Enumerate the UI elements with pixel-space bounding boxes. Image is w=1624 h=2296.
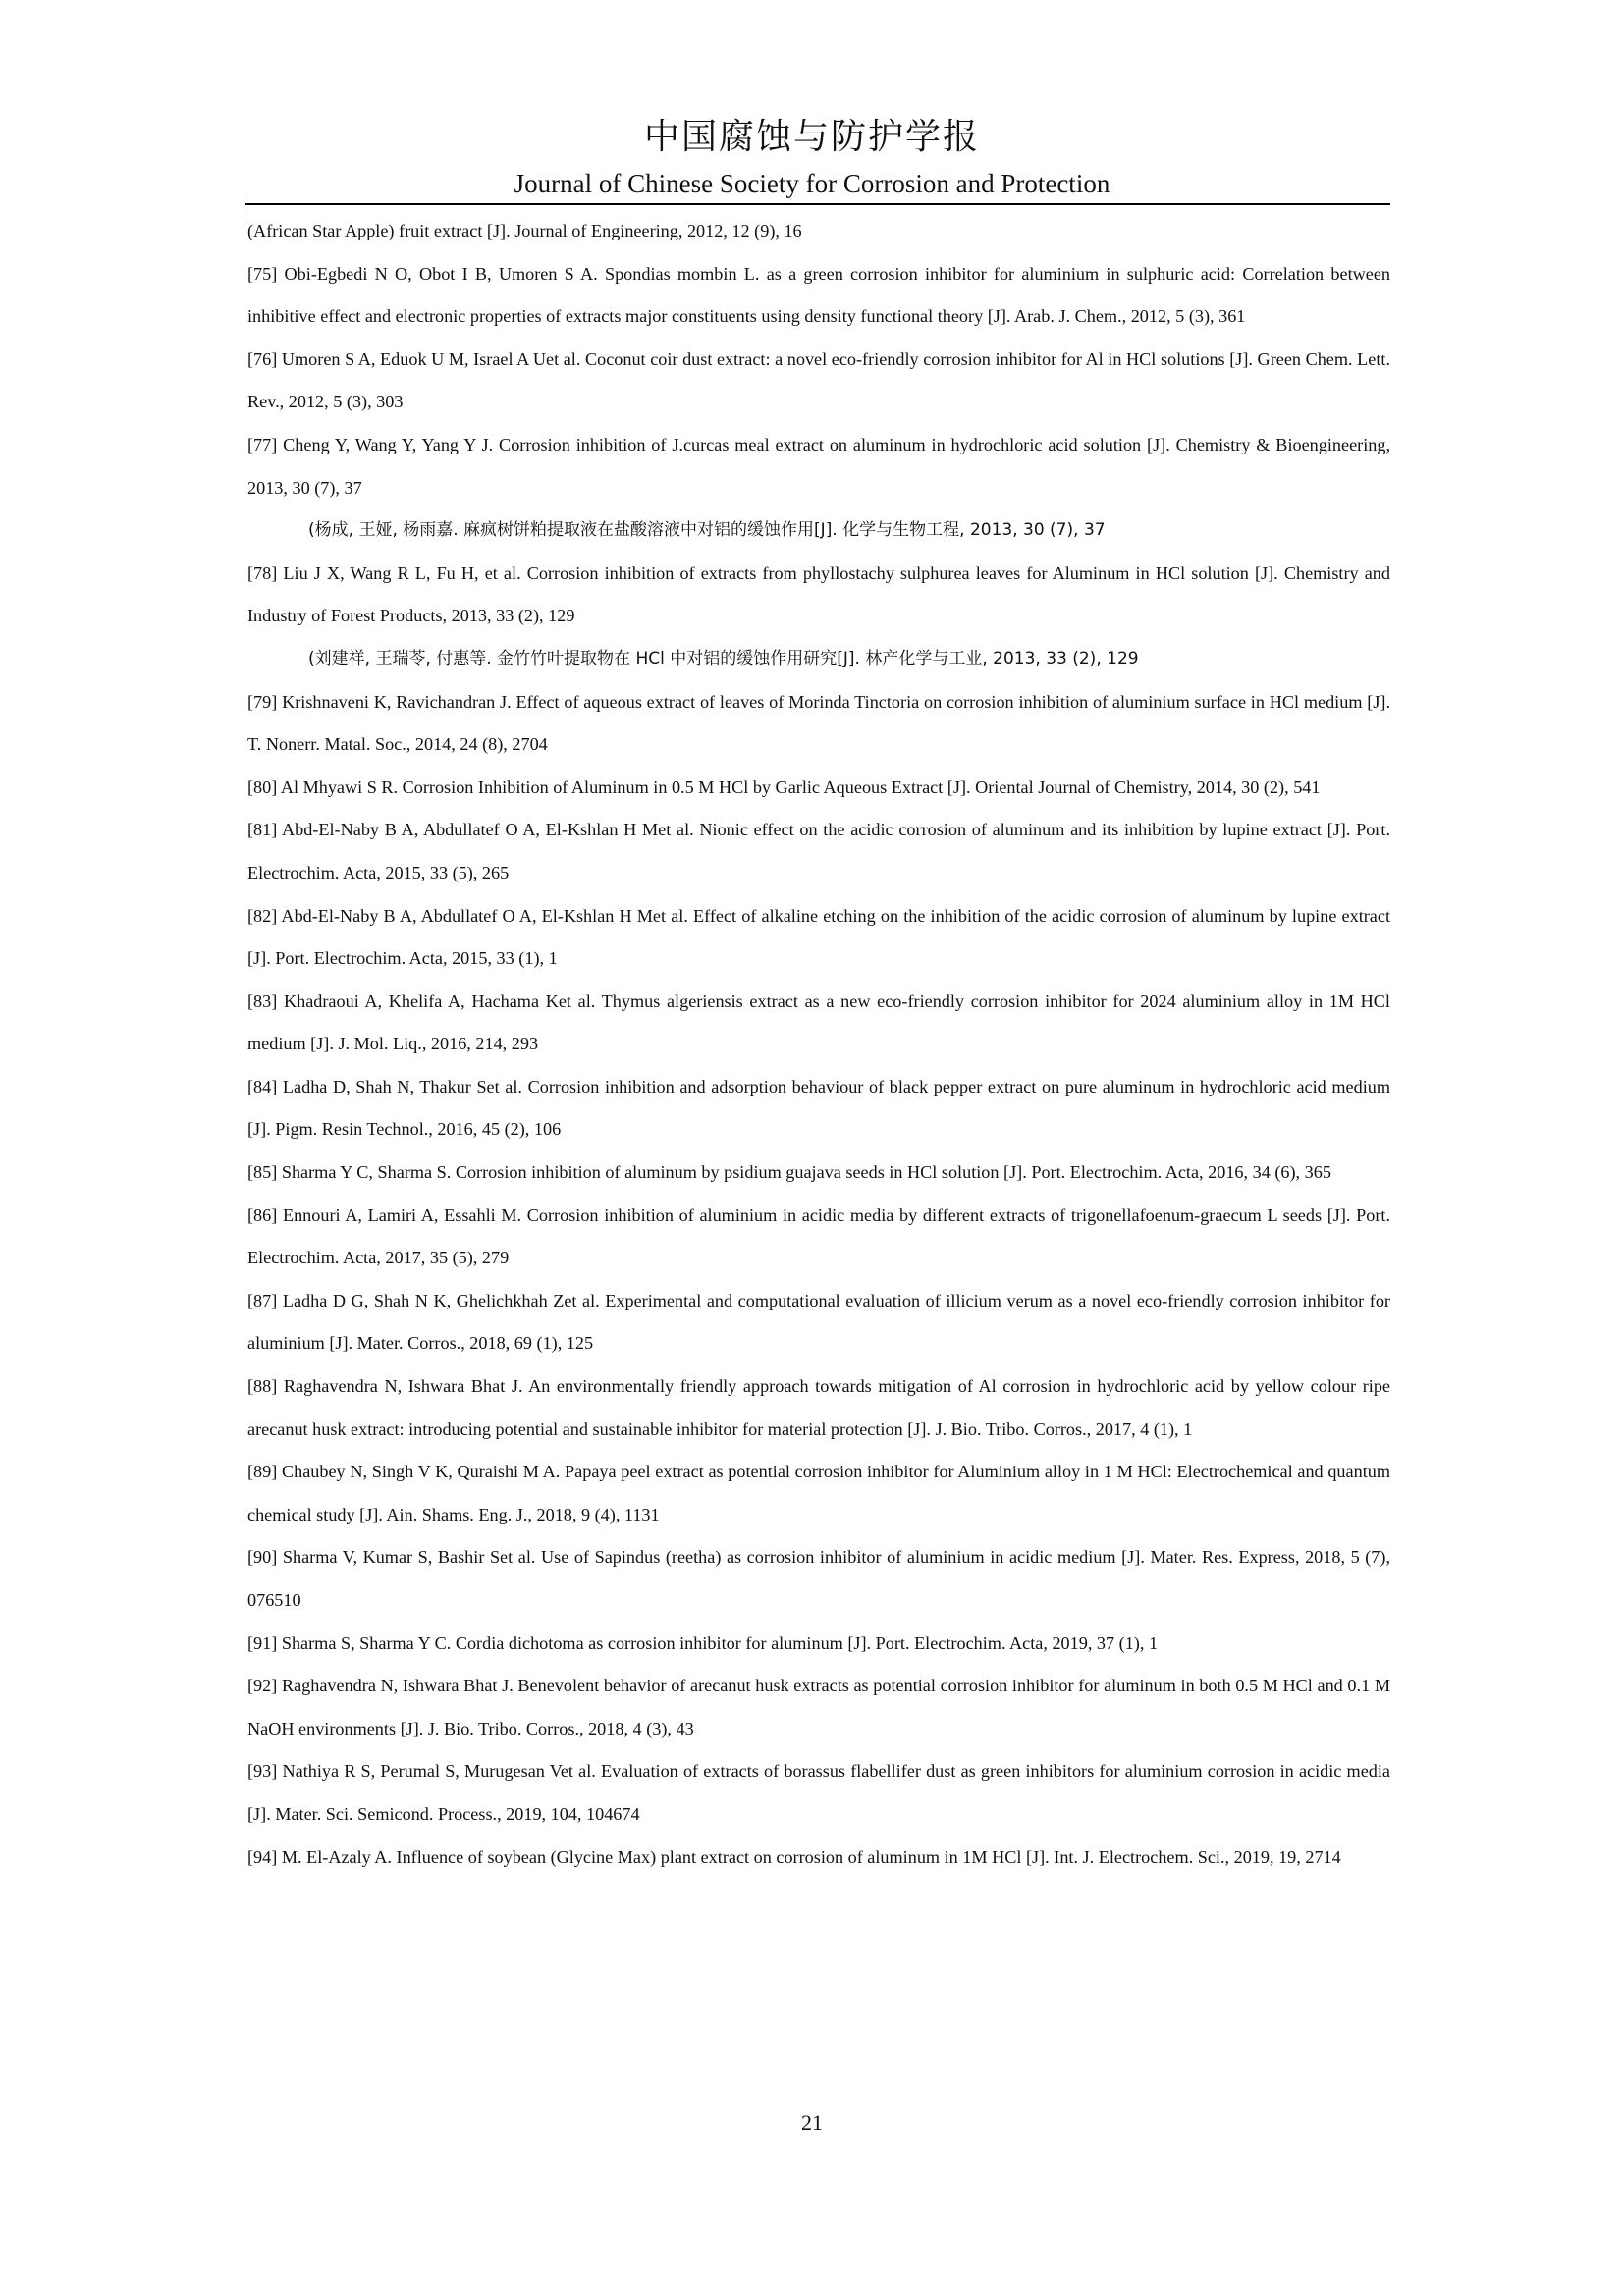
page-number: 21 <box>801 2110 823 2135</box>
reference-entry: [91] Sharma S, Sharma Y C. Cordia dichotoma as corrosion inhibitor for aluminum [J]. Port. Electrochim. Acta, 2019, 37 (1), 1 <box>247 1632 1159 1653</box>
reference-entry: [81] Abd-El-Naby B A, Abdullatef O A, El-Kshlan H Met al. Nionic effect on the acidic corrosion of aluminum and its inhibition by lupine extract [J]. Port. Electrochim. Acta, 2015, 33 (5), 265 <box>247 820 1390 882</box>
reference-translation: (刘建祥, 王瑞苓, 付惠等. 金竹竹叶提取物在 HCl 中对铝的缓蚀作用研究[J]. 林产化学与工业, 2013, 33 (2), 129 <box>308 648 1139 668</box>
reference-entry: [78] Liu J X, Wang R L, Fu H, et al. Corrosion inhibition of extracts from phyllostachy sulphurea leaves for Aluminum in HCl solution [J]. Chemistry and Industry of Forest Products, 2013, 33 (2), 129 <box>247 562 1390 626</box>
reference-entry: [89] Chaubey N, Singh V K, Quraishi M A. Papaya peel extract as potential corrosion inhibitor for Aluminium alloy in 1 M HCl: Electrochemical and quantum chemical study [J]. Ain. Shams. Eng. J., 2018, 9 (4), 1131 <box>247 1462 1390 1524</box>
journal-title-en: Journal of Chinese Society for Corrosion and Protection <box>514 169 1110 198</box>
reference-entry: [94] M. El-Azaly A. Influence of soybean (Glycine Max) plant extract on corrosion of aluminum in 1M HCl [J]. Int. J. Electrochem. Sci., 2019, 19, 2714 <box>247 1846 1341 1867</box>
reference-entry: [92] Raghavendra N, Ishwara Bhat J. Benevolent behavior of arecanut husk extracts as potential corrosion inhibitor for aluminum in both 0.5 M HCl and 0.1 M NaOH environments [J]. J. Bio. Tribo. Corros., 2018, 4 (3), 43 <box>247 1676 1390 1738</box>
reference-entry: [84] Ladha D, Shah N, Thakur Set al. Corrosion inhibition and adsorption behaviour of black pepper extract on pure aluminum in hydrochloric acid medium [J]. Pigm. Resin Technol., 2016, 45 (2), 106 <box>247 1076 1390 1140</box>
reference-entry: [75] Obi-Egbedi N O, Obot I B, Umoren S A. Spondias mombin L. as a green corrosion inhibitor for aluminium in sulphuric acid: Correlation between inhibitive effect and electronic properties of extracts major constituents using density functional theory [J]. Arab. J. Chem., 2012, 5 (3), 361 <box>247 263 1390 327</box>
reference-list <box>247 210 1390 1879</box>
reference-translation: (杨成, 王娅, 杨雨嘉. 麻疯树饼粕提取液在盐酸溶液中对铝的缓蚀作用[J]. 化学与生物工程, 2013, 30 (7), 37 <box>308 520 1106 541</box>
journal-header <box>0 113 1624 201</box>
reference-entry: [88] Raghavendra N, Ishwara Bhat J. An environmentally friendly approach towards mitigation of Al corrosion in hydrochloric acid by yellow colour ripe arecanut husk extract: introducing potential and sustainable inhibitor for material protection [J]. J. Bio. Tribo. Corros., 2017, 4 (1), 1 <box>247 1376 1390 1439</box>
reference-entry: [90] Sharma V, Kumar S, Bashir Set al. Use of Sapindus (reetha) as corrosion inhibitor of aluminium in acidic medium [J]. Mater. Res. Express, 2018, 5 (7), 076510 <box>247 1547 1390 1610</box>
reference-entry: [80] Al Mhyawi S R. Corrosion Inhibition of Aluminum in 0.5 M HCl by Garlic Aqueous Extract [J]. Oriental Journal of Chemistry, 2014, 30 (2), 541 <box>247 776 1321 797</box>
reference-entry: [87] Ladha D G, Shah N K, Ghelichkhah Zet al. Experimental and computational evaluation of illicium verum as a novel eco-friendly corrosion inhibitor for aluminium [J]. Mater. Corros., 2018, 69 (1), 125 <box>247 1290 1390 1354</box>
journal-title-cn: 中国腐蚀与防护学报 <box>643 117 980 157</box>
reference-entry: [86] Ennouri A, Lamiri A, Essahli M. Corrosion inhibition of aluminium in acidic media by different extracts of trigonellafoenum-graecum L seeds [J]. Port. Electrochim. Acta, 2017, 35 (5), 279 <box>247 1204 1390 1268</box>
reference-entry: [79] Krishnaveni K, Ravichandran J. Effect of aqueous extract of leaves of Morinda Tinctoria on corrosion inhibition of aluminium surface in HCl medium [J]. T. Nonerr. Matal. Soc., 2014, 24 (8), 2704 <box>247 691 1390 755</box>
header-divider <box>245 203 1390 205</box>
reference-entry: [82] Abd-El-Naby B A, Abdullatef O A, El-Kshlan H Met al. Effect of alkaline etching on the inhibition of the acidic corrosion of aluminum by lupine extract [J]. Port. Electrochim. Acta, 2015, 33 (1), 1 <box>247 905 1390 969</box>
reference-entry: [85] Sharma Y C, Sharma S. Corrosion inhibition of aluminum by psidium guajava seeds in HCl solution [J]. Port. Electrochim. Acta, 2016, 34 (6), 365 <box>247 1162 1331 1183</box>
reference-entry: [83] Khadraoui A, Khelifa A, Hachama Ket al. Thymus algeriensis extract as a new eco-friendly corrosion inhibitor for 2024 aluminium alloy in 1M HCl medium [J]. J. Mol. Liq., 2016, 214, 293 <box>247 990 1390 1054</box>
reference-entry: [77] Cheng Y, Wang Y, Yang Y J. Corrosion inhibition of J.curcas meal extract on aluminum in hydrochloric acid solution [J]. Chemistry & Bioengineering, 2013, 30 (7), 37 <box>247 434 1390 498</box>
reference-entry: (African Star Apple) fruit extract [J]. Journal of Engineering, 2012, 12 (9), 16 <box>247 221 802 240</box>
reference-entry: [93] Nathiya R S, Perumal S, Murugesan Vet al. Evaluation of extracts of borassus flabellifer dust as green inhibitors for aluminium corrosion in acidic media [J]. Mater. Sci. Semicond. Process., 2019, 104, 104674 <box>247 1761 1390 1824</box>
reference-entry: [76] Umoren S A, Eduok U M, Israel A Uet al. Coconut coir dust extract: a novel eco-friendly corrosion inhibitor for Al in HCl solutions [J]. Green Chem. Lett. Rev., 2012, 5 (3), 303 <box>247 348 1390 412</box>
